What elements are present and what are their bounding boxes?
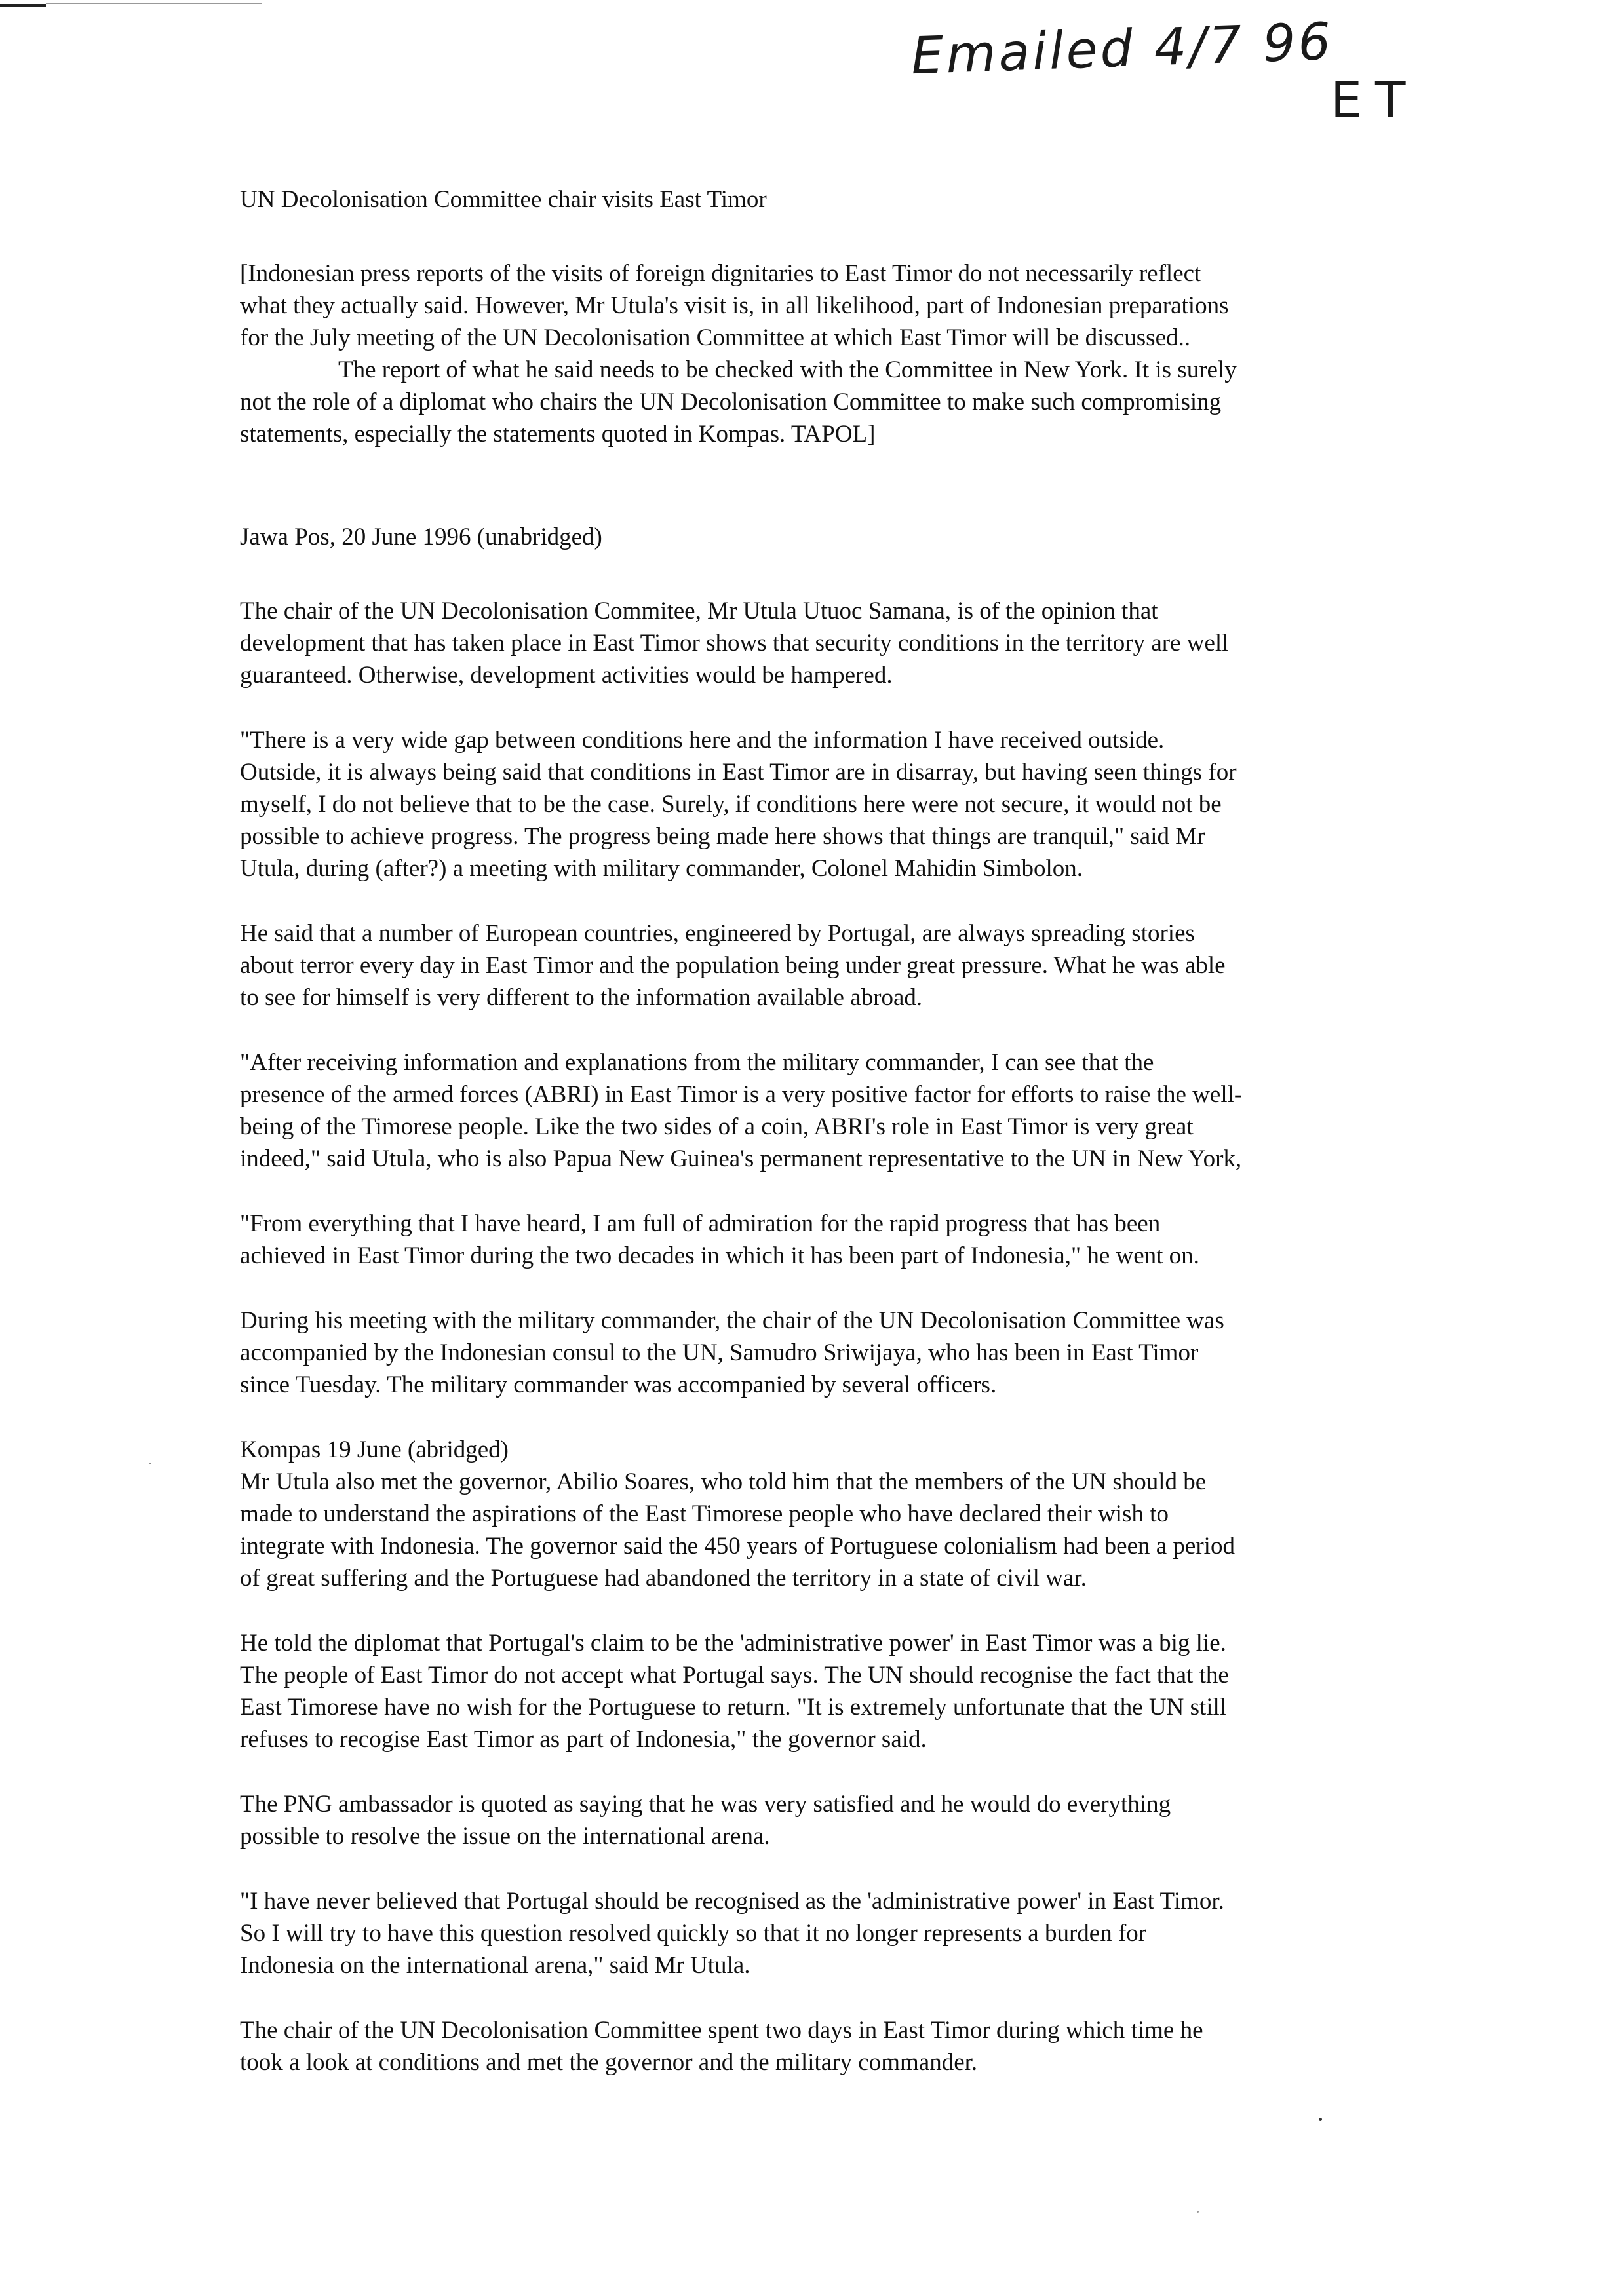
text-line: East Timorese have no wish for the Portuguese to return. "It is extremely unfortunate that the UN still <box>240 1694 1227 1721</box>
paragraph <box>240 1046 1407 1175</box>
text-line: about terror every day in East Timor and the population being under great pressure. What he was able <box>240 952 1226 979</box>
scan-edge-line <box>46 3 262 4</box>
paragraph <box>240 1466 1407 1594</box>
text-line: of great suffering and the Portuguese had abandoned the territory in a state of civil war. <box>240 1565 1087 1592</box>
text-line: He said that a number of European countries, engineered by Portugal, are always spreading stories <box>240 920 1195 947</box>
paragraph <box>240 1788 1407 1852</box>
text-line: being of the Timorese people. Like the two sides of a coin, ABRI's role in East Timor is very great <box>240 1113 1194 1140</box>
text-line: [Indonesian press reports of the visits of foreign dignitaries to East Timor do not necessarily reflect <box>240 260 1201 287</box>
text-line: presence of the armed forces (ABRI) in East Timor is a very positive factor for efforts to raise the well- <box>240 1081 1243 1108</box>
text-line: The people of East Timor do not accept what Portugal says. The UN should recognise the fact that the <box>240 1662 1229 1689</box>
text-line: to see for himself is very different to the information available abroad. <box>240 984 923 1011</box>
text-line: took a look at conditions and met the governor and the military commander. <box>240 2049 978 2076</box>
text-line: "After receiving information and explanations from the military commander, I can see that the <box>240 1049 1154 1076</box>
text-line: The PNG ambassador is quoted as saying that he was very satisfied and he would do everything <box>240 1791 1171 1818</box>
text-line: guaranteed. Otherwise, development activities would be hampered. <box>240 662 893 689</box>
text-line: "I have never believed that Portugal should be recognised as the 'administrative power' in East Timor. <box>240 1888 1224 1915</box>
paragraph <box>240 1885 1407 1981</box>
text-line: statements, especially the statements quoted in Kompas. TAPOL] <box>240 421 876 448</box>
text-line: The chair of the UN Decolonisation Committee spent two days in East Timor during which time he <box>240 2017 1203 2044</box>
text-line: The chair of the UN Decolonisation Commitee, Mr Utula Utuoc Samana, is of the opinion that <box>240 598 1158 624</box>
paragraph <box>240 724 1407 885</box>
paragraph <box>240 2014 1407 2078</box>
text-line: During his meeting with the military commander, the chair of the UN Decolonisation Committee was <box>240 1307 1224 1334</box>
scan-edge-mark <box>0 4 46 7</box>
source-heading-jawa-pos: Jawa Pos, 20 June 1996 (unabridged) <box>240 524 602 550</box>
editor-note <box>240 258 1407 450</box>
text-line: accompanied by the Indonesian consul to the UN, Samudro Sriwijaya, who has been in East Timor <box>240 1339 1199 1366</box>
text-line: for the July meeting of the UN Decolonisation Committee at which East Timor will be discussed.. <box>240 324 1190 351</box>
text-line: possible to resolve the issue on the international arena. <box>240 1823 770 1850</box>
text-line: made to understand the aspirations of the East Timorese people who have declared their wish to <box>240 1501 1169 1527</box>
text-line: Utula, during (after?) a meeting with military commander, Colonel Mahidin Simbolon. <box>240 855 1083 882</box>
text-line: Mr Utula also met the governor, Abilio Soares, who told him that the members of the UN should be <box>240 1468 1207 1495</box>
scan-speck <box>1319 2118 1322 2121</box>
text-line: refuses to recogise East Timor as part of Indonesia," the governor said. <box>240 1726 927 1753</box>
source-heading-kompas: Kompas 19 June (abridged) <box>240 1436 509 1463</box>
handwritten-et-tag: ET <box>1331 71 1419 129</box>
text-line: since Tuesday. The military commander was accompanied by several officers. <box>240 1371 997 1398</box>
paragraph <box>240 917 1407 1014</box>
paragraph <box>240 1305 1407 1401</box>
text-line: The report of what he said needs to be checked with the Committee in New York. It is surely <box>338 356 1237 383</box>
paragraph <box>240 595 1407 691</box>
text-line: myself, I do not believe that to be the case. Surely, if conditions here were not secure, it would not be <box>240 791 1222 818</box>
text-line: not the role of a diplomat who chairs the UN Decolonisation Committee to make such compromising <box>240 389 1222 415</box>
text-line: He told the diplomat that Portugal's claim to be the 'administrative power' in East Timor was a big lie. <box>240 1630 1226 1656</box>
text-line: Indonesia on the international arena," said Mr Utula. <box>240 1952 750 1979</box>
text-line: development that has taken place in East Timor shows that security conditions in the territory are well <box>240 630 1229 657</box>
paragraph <box>240 1627 1407 1755</box>
document-title: UN Decolonisation Committee chair visits East Timor <box>240 186 767 213</box>
paragraph <box>240 1208 1407 1272</box>
document-body <box>240 183 1407 2078</box>
text-line: what they actually said. However, Mr Utula's visit is, in all likelihood, part of Indonesian preparations <box>240 292 1229 319</box>
text-line: achieved in East Timor during the two decades in which it has been part of Indonesia," he went on. <box>240 1242 1199 1269</box>
text-line: possible to achieve progress. The progress being made here shows that things are tranquil," said Mr <box>240 823 1205 850</box>
scan-speck <box>149 1463 151 1464</box>
text-line: "There is a very wide gap between conditions here and the information I have received outside. <box>240 727 1165 754</box>
handwritten-emailed-note: Emailed 4/7 96 <box>910 12 1334 86</box>
text-line: "From everything that I have heard, I am full of admiration for the rapid progress that has been <box>240 1210 1161 1237</box>
scan-speck <box>1197 2211 1199 2213</box>
text-line: So I will try to have this question resolved quickly so that it no longer represents a burden for <box>240 1920 1147 1947</box>
text-line: integrate with Indonesia. The governor said the 450 years of Portuguese colonialism had been a period <box>240 1533 1235 1559</box>
text-line: Outside, it is always being said that conditions in East Timor are in disarray, but having seen things for <box>240 759 1237 786</box>
text-line: indeed," said Utula, who is also Papua New Guinea's permanent representative to the UN in New York, <box>240 1145 1242 1172</box>
